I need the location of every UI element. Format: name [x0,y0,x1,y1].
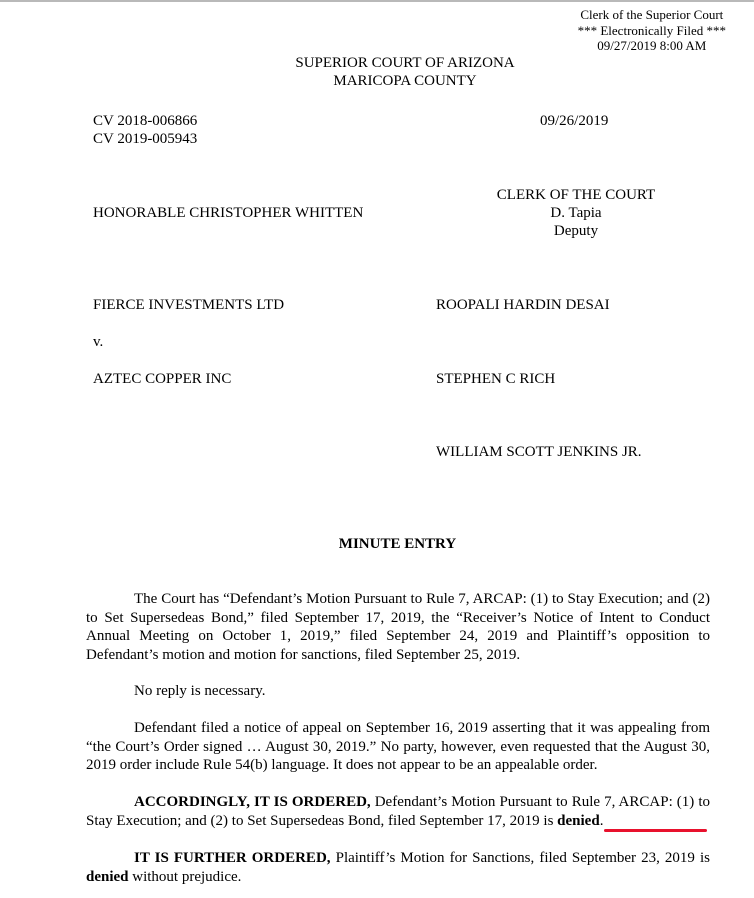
clerk-block [491,186,661,240]
clerk-name: D. Tapia [550,205,602,221]
order-body: Defendant’s Motion Pursuant to Rule 7, ARCAP: (1) to Stay Execution; and (2) to Set Supersedeas Bond, filed September 17, 2019 is [86,794,710,829]
judge-name: HONORABLE CHRISTOPHER WHITTEN [93,205,364,221]
court-name: SUPERIOR COURT OF ARIZONA [295,55,515,71]
order-result: denied [557,812,600,829]
court-county: MARICOPA COUNTY [333,73,477,89]
order-lead: ACCORDINGLY, IT IS ORDERED, [134,794,371,810]
clerk-role: Deputy [553,223,599,239]
paragraph-no-reply: No reply is necessary. [134,683,266,699]
paragraph-appeal: Defendant filed a notice of appeal on September 16, 2019 asserting that it was appealing from “the Court’s Order signed … August 30, 2019.” No party, however, even requested that the August 30, 2019 order include Rule 54(b) language. It does not appear to be an appealable order. [86,720,710,773]
further-order-lead: IT IS FURTHER ORDERED, [134,850,331,866]
order-end: . [599,812,604,829]
paragraph-further-order [86,849,710,886]
counsel-2: STEPHEN C RICH [436,371,556,387]
paragraph-order [86,793,710,830]
stamp-clerk-line: Clerk of the Superior Court [580,7,724,22]
defendant-name: AZTEC COPPER INC [93,371,232,387]
document-title: MINUTE ENTRY [338,536,457,552]
plaintiff-name: FIERCE INVESTMENTS LTD [93,297,285,313]
counsel-1: ROOPALI HARDIN DESAI [436,297,610,313]
clerk-title: CLERK OF THE COURT [496,187,656,203]
stamp-timestamp: 09/27/2019 8:00 AM [597,38,707,53]
case-numbers [93,112,197,148]
paragraph-background: The Court has “Defendant’s Motion Pursuant to Rule 7, ARCAP: (1) to Stay Execution; and (2) to Set Supersedeas Bond,” filed September 17, 2019, the “Receiver’s Notice of Intent to Conduct Annual Meeting on October 1, 2019,” filed September 24, 2019 and Plaintiff’s opposition to Defendant’s motion and motion for sanctions, filed September 25, 2019. [86,591,710,663]
further-order-result: denied [86,868,129,885]
red-underline-annotation [604,829,707,832]
further-order-body: Plaintiff’s Motion for Sanctions, filed September 23, 2019 is [330,850,710,866]
further-order-end: without prejudice. [128,868,242,885]
entry-date: 09/26/2019 [540,113,609,129]
page-top-border [0,0,754,2]
counsel-3: WILLIAM SCOTT JENKINS JR. [436,444,642,460]
filing-stamp [578,7,726,54]
case-number-1: CV 2018-006866 [93,113,198,129]
versus-label: v. [93,334,104,350]
court-header [0,54,754,90]
stamp-filed-line: *** Electronically Filed *** [577,22,726,38]
case-number-2: CV 2019-005943 [93,131,198,147]
